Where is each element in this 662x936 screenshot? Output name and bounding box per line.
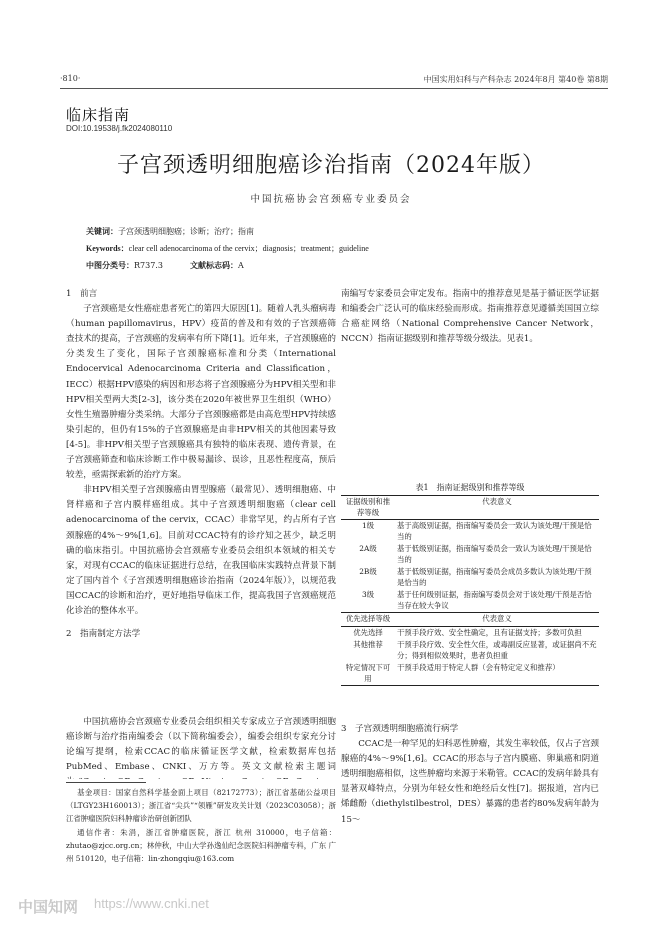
preference-level: 其他推荐 <box>353 640 383 649</box>
evidence-meaning: 基于低级别证据，指南编写委员会成员多数认为该处理/干预是恰当的 <box>397 567 592 587</box>
column-title: 临床指南 <box>66 106 131 124</box>
section-1-paragraph-2: 非HPV相关型子宫颈腺癌由胃型腺癌（最常见）、透明细胞癌、中肾样癌和子宫内膜样癌组成。其中子宫颈透明细胞癌（clear cell adenocarcinoma of the cervix，CCAC）非常罕见，约占所有子宫颈腺癌的4%～9%[1,6]。目前对CCAC特有的诊疗知之甚少，缺乏明确的临床指引。中国抗癌协会宫颈癌专业委员会组织本领域的相关专家，对现有CCAC的临床证据进行总结，在我国临床实践特点背景下制定了国内首个《子宫颈透明细胞癌诊治指南（2024年版）》，以规范我国CCAC的诊断和治疗，更好地指导临床工作，提高我国子宫颈癌规范化诊治的整体水平。 <box>66 485 336 616</box>
preference-level: 特定情况下可用 <box>341 662 395 686</box>
doc-code-value: A <box>238 261 244 270</box>
left-column <box>66 287 336 642</box>
right-column-bottom <box>341 722 599 828</box>
evidence-meaning: 基于高级别证据，指南编写委员会一致认为该处理/干预是恰当的 <box>397 521 592 541</box>
cnki-watermark-url: https://www.cnki.net <box>94 896 209 911</box>
keywords-en-label: Keywords： <box>86 244 129 253</box>
right-column-top <box>341 287 599 467</box>
evidence-level: 2B级 <box>359 567 377 576</box>
evidence-meaning: 基于低级别证据，指南编写委员会一致认为该处理/干预是恰当的 <box>397 544 592 564</box>
article-title: 子宫颈透明细胞癌诊治指南（2024年版） <box>117 153 545 178</box>
table-head-meaning: 代表意义 <box>395 496 599 520</box>
section-1-heading: 1 前言 <box>66 289 98 299</box>
header-rule <box>60 88 608 89</box>
footnote-rule <box>66 782 146 783</box>
section-1-paragraph-1: 子宫颈癌是女性癌症患者死亡的第四大原因[1]。随着人乳头瘤病毒（human papillomavirus，HPV）疫苗的普及和有效的子宫颈癌筛查技术的提高，子宫颈癌的发病率有所下降[1]。近年来，子宫颈腺癌的分类发生了变化，国际子宫颈腺癌标准和分类（International Endocervical Adenocarcinoma Criteria and Classification，IECC）根据HPV感染的病因和形态将子宫颈腺癌分为HPV相关型和非HPV相关型两大类[2-3]，该分类在2020年被世界卫生组织（WHO）女性生殖器肿瘤分类采纳。大部分子宫颈腺癌都是由高危型HPV持续感染引起的，但仍有15%的子宫颈腺癌是由非HPV相关的其他因素导致[4-5]。非HPV相关型子宫颈腺癌具有独特的临床表现、遗传背景，在子宫颈癌筛查和临床诊断工作中极易漏诊、误诊，且恶性程度高，预后较差，亟需探索新的治疗方案。 <box>66 304 336 481</box>
keywords-en <box>86 243 369 254</box>
footnotes <box>66 786 336 865</box>
classification-line <box>86 260 244 271</box>
table-head-pref-meaning: 代表意义 <box>395 613 599 627</box>
footnote-correspondence: 通信作者：朱涓，浙江省肿瘤医院，浙江 杭州 310000，电子信箱：zhutao@zjcc.org.cn；林仲秋，中山大学孙逸仙纪念医院妇科肿瘤专科，广东 广州 510120，电子信箱：lin-zhongqiu@163.com <box>66 827 336 864</box>
preference-meaning: 干预手段疗效、安全性欠佳，或毒副反应显著，或证据尚不充分；得到相似效果时，患者负担重 <box>397 640 597 660</box>
evidence-level: 1级 <box>361 521 375 530</box>
authors: 中国抗癌协会宫颈癌专业委员会 <box>250 194 412 205</box>
preference-meaning: 干预手段疗效、安全性确定，且有证据支持；多数可负担 <box>397 627 582 637</box>
section-2-continuation <box>341 287 599 347</box>
section-3-heading: 3 子宫颈透明细胞癌流行病学 <box>341 724 459 734</box>
table-1-caption: 表1 指南证据级别和推荐等级 <box>415 483 525 492</box>
doc-code-label: 文献标志码： <box>190 260 239 270</box>
keywords-en-text: clear cell adenocarcinoma of the cervix；diagnosis；treatment；guideline <box>128 244 369 253</box>
keywords-cn-label: 关键词： <box>86 226 118 236</box>
clc-value: R737.3 <box>134 261 163 270</box>
cnki-watermark-logo: 中国知网 <box>18 899 79 916</box>
evidence-row <box>341 520 599 544</box>
table-head-level: 证据级别和推荐等级 <box>341 496 395 520</box>
section-3-paragraph-1: CCAC是一种罕见的妇科恶性肿瘤，其发生率较低，仅占子宫颈腺癌的4%～9%[1,6]。CCAC的形态与子宫内膜癌、卵巢癌和阴道透明细胞癌相似，这些肿瘤均来源于米勒管。CCAC的发病年龄具有显著双峰特点，分别为年轻女性和绝经后女性[7]。据报道，宫内已烯雌酚（diethylstilbestrol，DES）暴露的患者约80%发病年龄为15～ <box>341 739 600 825</box>
evidence-level: 3级 <box>361 590 375 599</box>
table-head-pref: 优先选择等级 <box>341 613 395 627</box>
evidence-row <box>341 589 599 613</box>
page-number: ·810· <box>60 74 81 83</box>
preference-row <box>341 626 599 639</box>
footnote-fund: 基金项目：国家自然科学基金面上项目（82172773）；浙江省基础公益项目（LTGY23H160013）；浙江省“尖兵”“领雁”研发攻关计划（2023C03058）；浙江省肿瘤医院妇科肿瘤诊治研创新团队 <box>66 788 336 824</box>
clc-label: 中图分类号： <box>86 260 134 270</box>
preference-row <box>341 662 599 686</box>
evidence-level: 2A级 <box>359 544 377 553</box>
journal-header: 中国实用妇科与产科杂志 2024年8月 第40卷 第8期 <box>423 75 608 84</box>
section-2-start <box>66 715 336 779</box>
evidence-row <box>341 543 599 566</box>
keywords-cn <box>86 226 254 237</box>
section-2-paragraph-1-start: 中国抗癌协会宫颈癌专业委员会组织相关专家成立子宫颈透明细胞癌诊断与治疗指南编委会（以下简称编委会），编委会组织专家充分讨论编写提纲，检索CCAC的临床循证医学文献，检索数据库包括PubMed、Embase、CNKI、万方等。英文文献检索主题词 <box>66 717 336 773</box>
section-2-heading: 2 指南制定方法学 <box>66 629 141 640</box>
preference-row <box>341 639 599 662</box>
evidence-row <box>341 566 599 589</box>
preference-level: 优先选择 <box>353 627 383 637</box>
keywords-cn-text: 子宫颈透明细胞癌；诊断；治疗；指南 <box>118 227 254 236</box>
table-1 <box>341 495 599 686</box>
evidence-meaning: 基于任何级别证据，指南编写委员会对于该处理/干预是否恰当存在较大争议 <box>397 590 592 610</box>
doi: DOI:10.19538/j.fk2024080110 <box>66 124 173 133</box>
section-2-paragraph-1-cont: 南编写专家委员会审定发布。指南中的推荐意见是基于循证医学证据和编委会广泛认可的临床经验而形成。指南推荐意见遵循美国国立综合癌症网络（National Comprehensive Cancer Network，NCCN）指南证据级别和推荐等级分级法。见表1。 <box>341 288 599 345</box>
preference-meaning: 干预手段适用于特定人群（会有特定定义和推荐） <box>395 662 599 686</box>
